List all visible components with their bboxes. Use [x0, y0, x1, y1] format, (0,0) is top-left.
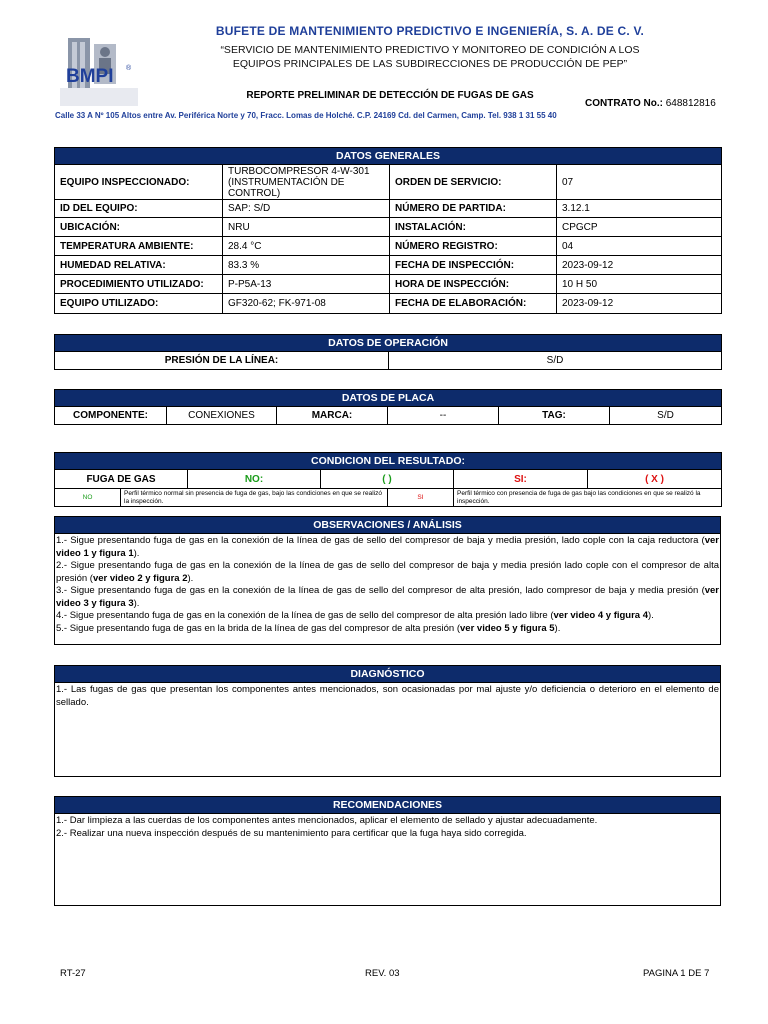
marca-label: MARCA:: [277, 407, 388, 425]
observaciones-table: [54, 516, 721, 645]
no-mark: ( ): [321, 470, 454, 489]
contract-number: [585, 98, 716, 109]
field-value: GF320-62; FK-971-08: [223, 294, 390, 314]
company-address: Calle 33 A Nº 105 Altos entre Av. Periférica Norte y 70, Fracc. Lomas de Holché. C.P. 24169 Cd. del Carmen, Camp. Tel. 938 1 31 55 40: [55, 111, 557, 120]
observaciones-header: OBSERVACIONES / ANÁLISIS: [55, 517, 721, 534]
field-label: FECHA DE INSPECCIÓN:: [390, 256, 557, 275]
diagnostico-table: [54, 665, 721, 777]
table-row: [55, 814, 721, 906]
si-label: SI:: [454, 470, 588, 488]
recomendaciones-table: [54, 796, 721, 906]
field-label: ORDEN DE SERVICIO:: [390, 165, 557, 200]
field-label: INSTALACIÓN:: [390, 218, 557, 237]
table-row: [55, 294, 722, 314]
field-value: 83.3 %: [223, 256, 390, 275]
field-label: UBICACIÓN:: [55, 218, 223, 237]
recomendaciones-body: [55, 814, 721, 906]
table-row: [55, 683, 721, 777]
table-row: [55, 470, 722, 489]
datos-generales-table: [54, 147, 722, 314]
list-item: 1.- Dar limpieza a las cuerdas de los componentes antes mencionados, aplicar el elemento de sellado y ajustar adecuadamente.: [56, 815, 598, 826]
recomendaciones-header: RECOMENDACIONES: [55, 797, 721, 814]
table-row: [55, 165, 722, 200]
observaciones-body: [55, 534, 721, 645]
field-label: NÚMERO REGISTRO:: [390, 237, 557, 256]
list-item: 2.- Sigue presentando fuga de gas en la conexión de la línea de gas de sello del compresor de baja y media presión lado cople con el compresor de alta presión (ver video 2 y figura 2).: [56, 560, 719, 584]
field-label: EQUIPO UTILIZADO:: [55, 294, 223, 314]
no-description: Perfil térmico normal sin presencia de fuga de gas, bajo las condiciones en que se realizó la inspección.: [121, 489, 388, 507]
logo-text: BMPI: [66, 66, 114, 87]
field-value: CPGCP: [557, 218, 722, 237]
service-line-2: EQUIPOS PRINCIPALES DE LAS SUBDIRECCIONES DE PRODUCCIÓN DE PEP”: [232, 58, 628, 70]
fuga-label: FUGA DE GAS: [55, 470, 188, 489]
table-row: [55, 200, 722, 218]
list-item: 3.- Sigue presentando fuga de gas en la conexión de la línea de gas de sello del compresor de alta presión, lado compresor de baja y media presión (ver video 3 y figura 3).: [56, 585, 719, 609]
datos-placa-header: DATOS DE PLACA: [55, 390, 722, 407]
tag-label: TAG:: [499, 407, 610, 425]
table-row: [55, 256, 722, 275]
marca-value: --: [388, 407, 499, 425]
presion-value: S/D: [389, 352, 722, 370]
table-row: [55, 489, 722, 507]
report-title: REPORTE PRELIMINAR DE DETECCIÓN DE FUGAS DE GAS: [246, 90, 534, 101]
field-value: P-P5A-13: [223, 275, 390, 294]
field-label: ID DEL EQUIPO:: [55, 200, 223, 218]
datos-generales-header: DATOS GENERALES: [55, 148, 722, 165]
field-value: TURBOCOMPRESOR 4-W-301 (INSTRUMENTACIÓN DE CONTROL): [223, 165, 390, 200]
field-value: 2023-09-12: [557, 294, 722, 314]
service-line-1: “SERVICIO DE MANTENIMIENTO PREDICTIVO Y MONITOREO DE CONDICIÓN A LOS: [220, 44, 640, 56]
table-row: [55, 352, 722, 370]
no-small-label: NO: [55, 489, 121, 507]
field-value: 28.4 °C: [223, 237, 390, 256]
field-label: NÚMERO DE PARTIDA:: [390, 200, 557, 218]
field-value: 3.12.1: [557, 200, 722, 218]
footer-code: RT-27: [60, 968, 86, 979]
contract-value: 648812816: [665, 98, 716, 109]
si-mark: ( X ): [645, 473, 664, 485]
footer-revision: REV. 03: [365, 968, 400, 979]
componente-label: COMPONENTE:: [55, 407, 167, 425]
table-row: [55, 275, 722, 294]
list-item: 1.- Sigue presentando fuga de gas en la conexión de la línea de gas de sello del compresor de baja y media presión, lado cople con la caja reductora (ver video 1 y figura 1).: [56, 535, 719, 559]
datos-operacion-header: DATOS DE OPERACIÓN: [55, 335, 722, 352]
contract-label: CONTRATO No.:: [585, 98, 663, 109]
field-value: 07: [557, 165, 722, 200]
company-logo: [58, 36, 140, 108]
table-row: [55, 237, 722, 256]
tag-value: S/D: [610, 407, 722, 425]
presion-label: PRESIÓN DE LA LÍNEA:: [55, 352, 389, 370]
table-row: [55, 218, 722, 237]
list-item: 2.- Realizar una nueva inspección después de su mantenimiento para certificar que la fuga haya sido corregida.: [56, 827, 527, 839]
footer-page-number: PAGINA 1 DE 7: [643, 968, 710, 979]
field-label: EQUIPO INSPECCIONADO:: [55, 165, 223, 200]
table-row: [55, 407, 722, 425]
list-item: 4.- Sigue presentando fuga de gas en la conexión de la línea de gas de sello del compresor de alta presión lado libre (ver video 4 y figura 4).: [56, 610, 654, 621]
condicion-table: [54, 452, 722, 507]
si-description: Perfil térmico con presencia de fuga de gas bajo las condiciones en que se realizó la inspección.: [454, 489, 722, 507]
field-label: HUMEDAD RELATIVA:: [55, 256, 223, 275]
si-group: [454, 470, 722, 489]
no-label: NO:: [188, 470, 321, 489]
condicion-header: CONDICION DEL RESULTADO:: [55, 453, 722, 470]
field-value: 04: [557, 237, 722, 256]
datos-operacion-table: [54, 334, 722, 370]
diagnostico-header: DIAGNÓSTICO: [55, 666, 721, 683]
table-row: [55, 534, 721, 645]
field-label: TEMPERATURA AMBIENTE:: [55, 237, 223, 256]
diagnostico-body: 1.- Las fugas de gas que presentan los componentes antes mencionados, son ocasionadas por mal ajuste y/o deficiencia o deterioro en el elemento de sellado.: [55, 683, 721, 777]
service-description: [150, 43, 710, 71]
list-item: 5.- Sigue presentando fuga de gas en la brida de la línea de gas del compresor de alta presión (ver video 5 y figura 5).: [56, 622, 561, 634]
datos-placa-table: [54, 389, 722, 425]
company-name: BUFETE DE MANTENIMIENTO PREDICTIVO E INGENIERÍA, S. A. DE C. V.: [215, 24, 645, 38]
field-value: SAP: S/D: [223, 200, 390, 218]
field-label: PROCEDIMIENTO UTILIZADO:: [55, 275, 223, 294]
componente-value: CONEXIONES: [167, 407, 277, 425]
field-value: 2023-09-12: [557, 256, 722, 275]
field-value: NRU: [223, 218, 390, 237]
field-label: HORA DE INSPECCIÓN:: [390, 275, 557, 294]
field-value: 10 H 50: [557, 275, 722, 294]
logo-registered-mark: ®: [126, 65, 132, 72]
si-small-label: SI: [388, 489, 454, 507]
field-label: FECHA DE ELABORACIÓN:: [390, 294, 557, 314]
